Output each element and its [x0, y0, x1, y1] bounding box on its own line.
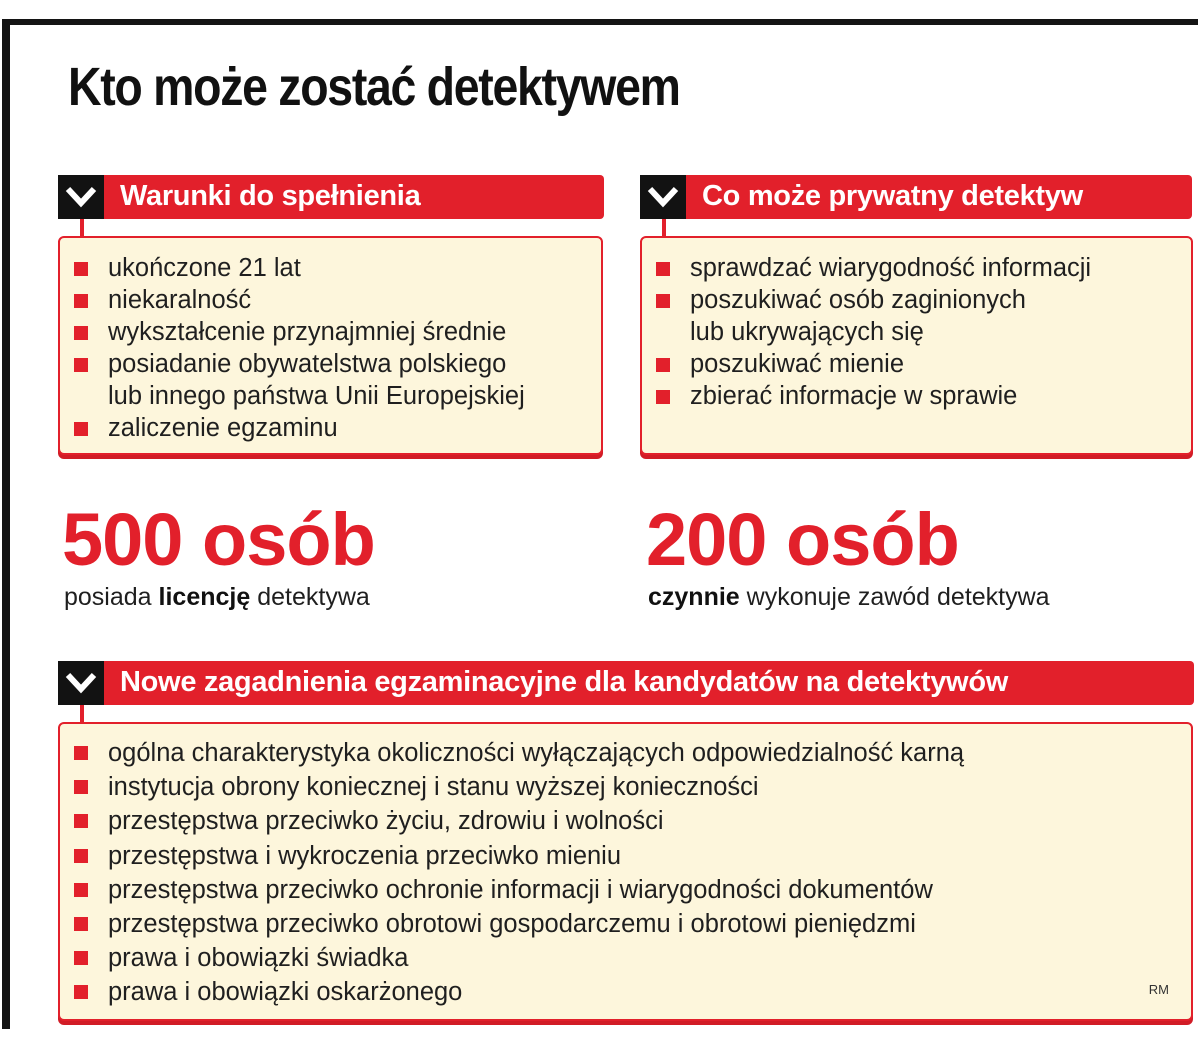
list-item-text: sprawdzać wiarygodność informacji [690, 254, 1092, 282]
capabilities-box [640, 236, 1193, 455]
list-item-text: poszukiwać osób zaginionych [690, 286, 1026, 314]
list-item-text: poszukiwać mienie [690, 350, 905, 378]
bullet-square-icon [74, 780, 88, 794]
list-item [60, 316, 601, 348]
caption-emphasis: licencję [158, 583, 251, 611]
bullet-square-icon [74, 814, 88, 828]
capabilities-header [640, 175, 1192, 219]
list-item-text: niekaralność [108, 286, 252, 314]
requirements-header [58, 175, 604, 219]
list-item [60, 975, 1191, 1009]
active-caption [648, 583, 1050, 612]
connector-line [662, 219, 666, 237]
caption-emphasis: czynnie [648, 583, 740, 611]
list-item [60, 804, 1191, 838]
list-item [60, 284, 601, 316]
list-item-text: wykształcenie przynajmniej średnie [108, 318, 507, 346]
list-item [642, 348, 1191, 380]
active-count: 200 osób [646, 498, 959, 581]
list-item [60, 873, 1191, 907]
bullet-square-icon [74, 849, 88, 863]
list-item [60, 907, 1191, 941]
requirements-box [58, 236, 603, 455]
bullet-square-icon [74, 917, 88, 931]
list-item-text: ukończone 21 lat [108, 254, 301, 282]
exam-topics-box [58, 722, 1193, 1021]
bullet-square-icon [74, 326, 88, 340]
list-item [642, 284, 1191, 348]
capabilities-title: Co może prywatny detektyw [702, 180, 1083, 212]
licensed-count: 500 osób [62, 498, 375, 581]
bullet-square-icon [656, 358, 670, 372]
list-item-text: ogólna charakterystyka okoliczności wyłączających odpowiedzialność karną [108, 739, 965, 767]
list-item-text: lub innego państwa Unii Europejskiej [108, 382, 525, 410]
caption-text: wykonuje zawód detektywa [739, 583, 1050, 611]
list-item [60, 412, 601, 444]
list-item-text: przestępstwa przeciwko obrotowi gospodarczemu i obrotowi pieniędzmi [108, 910, 916, 939]
bullet-square-icon [74, 358, 88, 372]
requirements-list [60, 252, 601, 444]
exam-topics-title: Nowe zagadnienia egzaminacyjne dla kandydatów na detektywów [120, 666, 1008, 698]
caption-text: detektywa [250, 583, 370, 611]
exam-topics-header [58, 661, 1194, 705]
frame-top-rule [2, 19, 1198, 25]
licensed-caption [64, 583, 370, 612]
list-item-text: zaliczenie egzaminu [108, 414, 338, 442]
list-item-text: przestępstwa przeciwko życiu, zdrowiu i wolności [108, 807, 664, 836]
list-item-text: prawa i obowiązki świadka [108, 944, 409, 973]
list-item-text: zbierać informacje w sprawie [690, 382, 1018, 410]
capabilities-list [642, 252, 1191, 412]
bullet-square-icon [656, 294, 670, 308]
list-item [60, 736, 1191, 770]
author-credit: RM [1148, 982, 1169, 997]
connector-line [80, 219, 84, 237]
chevron-down-icon [58, 661, 104, 705]
list-item [60, 348, 601, 412]
requirements-title: Warunki do spełnienia [120, 180, 421, 212]
caption-text: posiada [64, 583, 159, 611]
bullet-square-icon [74, 883, 88, 897]
page-title: Kto może zostać detektywem [68, 57, 680, 117]
bullet-square-icon [74, 294, 88, 308]
chevron-down-icon [640, 175, 686, 219]
list-item [60, 839, 1191, 873]
list-item [60, 252, 601, 284]
list-item [642, 380, 1191, 412]
list-item-text: instytucja obrony koniecznej i stanu wyższej konieczności [108, 773, 759, 802]
list-item [642, 252, 1191, 284]
list-item [60, 941, 1191, 975]
bullet-square-icon [656, 262, 670, 276]
connector-line [80, 705, 84, 723]
bullet-square-icon [74, 422, 88, 436]
exam-topics-list [60, 736, 1191, 1010]
bullet-square-icon [74, 985, 88, 999]
chevron-down-icon [58, 175, 104, 219]
list-item-text: posiadanie obywatelstwa polskiego [108, 350, 507, 378]
list-item-text: przestępstwa przeciwko ochronie informacji i wiarygodności dokumentów [108, 875, 933, 904]
bullet-square-icon [74, 262, 88, 276]
list-item-text: przestępstwa i wykroczenia przeciwko mieniu [108, 841, 622, 870]
bullet-square-icon [74, 951, 88, 965]
bullet-square-icon [74, 746, 88, 760]
list-item [60, 770, 1191, 804]
list-item-text: prawa i obowiązki oskarżonego [108, 978, 463, 1007]
list-item-text: lub ukrywających się [690, 318, 924, 346]
frame-left-rule [2, 19, 10, 1029]
bullet-square-icon [656, 390, 670, 404]
